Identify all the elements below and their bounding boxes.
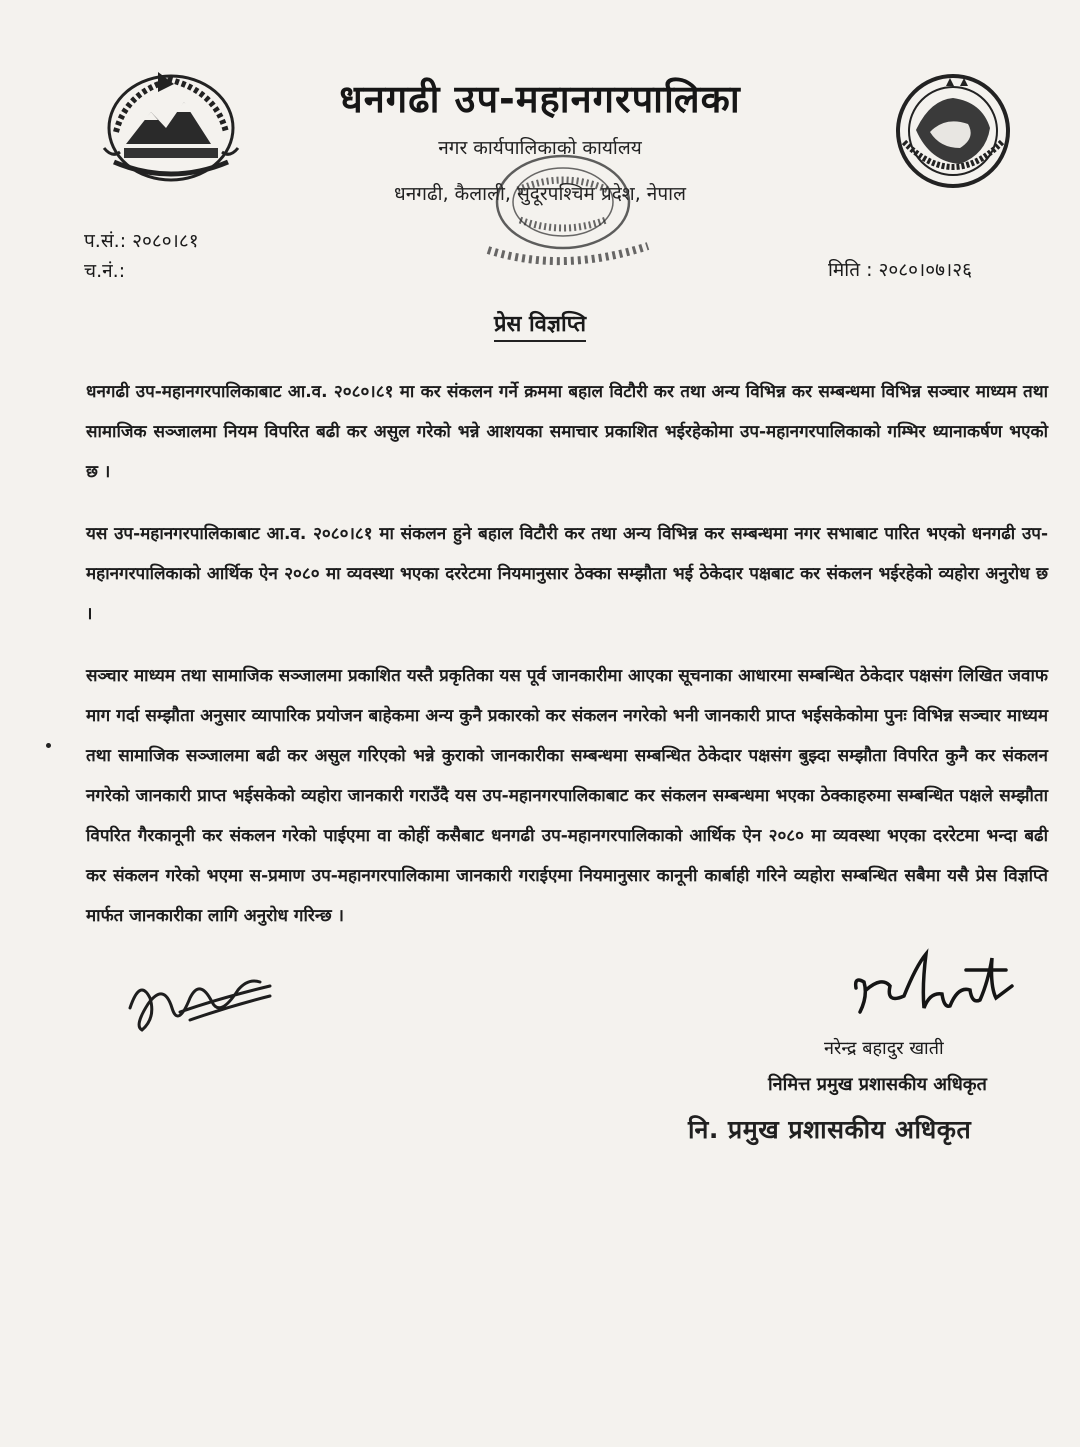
right-signature-icon <box>846 946 1026 1028</box>
patra-sankhya: प.सं.: २०८०।८१ <box>84 230 199 252</box>
office-stamp-icon <box>458 150 668 270</box>
office-subtitle: नगर कार्यपालिकाको कार्यालय <box>438 137 642 159</box>
signatory-title: निमित्त प्रमुख प्रशासकीय अधिकृत <box>768 1074 987 1095</box>
body-paragraph: सञ्चार माध्यम तथा सामाजिक सञ्जालमा प्रकाशित यस्तै प्रकृतिका यस पूर्व जानकारीमा आएका सूचनाका आधारमा सम्बन्धित ठेकेदार पक्षसंग लिखित जवाफ माग गर्दा सम्झौता अनुसार व्यापारिक प्रयोजन बाहेकमा अन्य कुनै प्रकारको कर संकलन नगरेको भनी जानकारी प्राप्त भईसकेकोमा पुनः विभिन्न सञ्चार माध्यम तथा सामाजिक सञ्जालमा बढी कर असुल गरिएको भन्ने कुराको जानकारीका सम्बन्धमा सम्बन्धित ठेकेदार पक्षसंग बुझ्दा सम्झौता विपरित कुनै कर संकलन नगरेको जानकारी प्राप्त भईसकेको व्यहोरा जानकारी गराउँदै यस उप-महानगरपालिकाबाट कर संकलन सम्बन्धमा भएका ठेक्काहरुमा सम्बन्धित पक्षले सम्झौता विपरित गैरकानूनी कर संकलन गरेको पाईएमा वा कोहीं कसैबाट धनगढी उप-महानगरपालिकाको आर्थिक ऐन २०८० मा व्यवस्था भएका दररेटमा भन्दा बढी कर संकलन गरेको भएमा स-प्रमाण उप-महानगरपालिकामा जानकारी गराईएमा नियमानुसार कानूनी कार्बाही गरिने व्यहोरा सम्बन्धित सबैमा यसै प्रेस विज्ञप्ति मार्फत जानकारीका लागि अनुरोध गरिन्छ । <box>86 666 1048 926</box>
signatory-stamp: नि. प्रमुख प्रशासकीय अधिकृत <box>688 1115 972 1144</box>
office-address: धनगढी, कैलाली, सुदूरपश्चिम प्रदेश, नेपाल <box>394 183 686 205</box>
margin-mark <box>46 743 51 748</box>
body-paragraph: धनगढी उप-महानगरपालिकाबाट आ.व. २०८०।८१ मा कर संकलन गर्ने क्रममा बहाल विटौरी कर तथा अन्य विभिन्न कर सम्बन्धमा विभिन्न सञ्चार माध्यम तथा सामाजिक सञ्जालमा नियम विपरित बढी कर असुल गरेको भन्ने आशयका समाचार प्रकाशित भईरहेकोमा उप-महानगरपालिकाको गम्भिर ध्यानाकर्षण भएको छ । <box>86 382 1048 482</box>
left-signature-icon <box>120 968 280 1040</box>
letter-date: मिति : २०८०।०७।२६ <box>828 259 972 281</box>
chalani-number: च.नं.: <box>84 260 126 282</box>
subject-text: प्रेस विज्ञप्ति <box>494 312 586 342</box>
subject-heading <box>0 308 1080 338</box>
signatory-name: नरेन्द्र बहादुर खाती <box>824 1038 944 1059</box>
reference-block <box>84 226 199 286</box>
body-paragraph: यस उप-महानगरपालिकाबाट आ.व. २०८०।८१ मा संकलन हुने बहाल विटौरी कर तथा अन्य विभिन्न कर सम्बन्धमा नगर सभाबाट पारित भएको धनगढी उप-महानगरपालिकाको आर्थिक ऐन २०८० मा व्यवस्था भएका दररेटमा नियमानुसार ठेक्का सम्झौता भई ठेकेदार पक्षबाट कर संकलन भईरहेको व्यहोरा अनुरोध छ । <box>86 524 1048 624</box>
office-title: धनगढी उप-महानगरपालिका <box>339 77 741 121</box>
